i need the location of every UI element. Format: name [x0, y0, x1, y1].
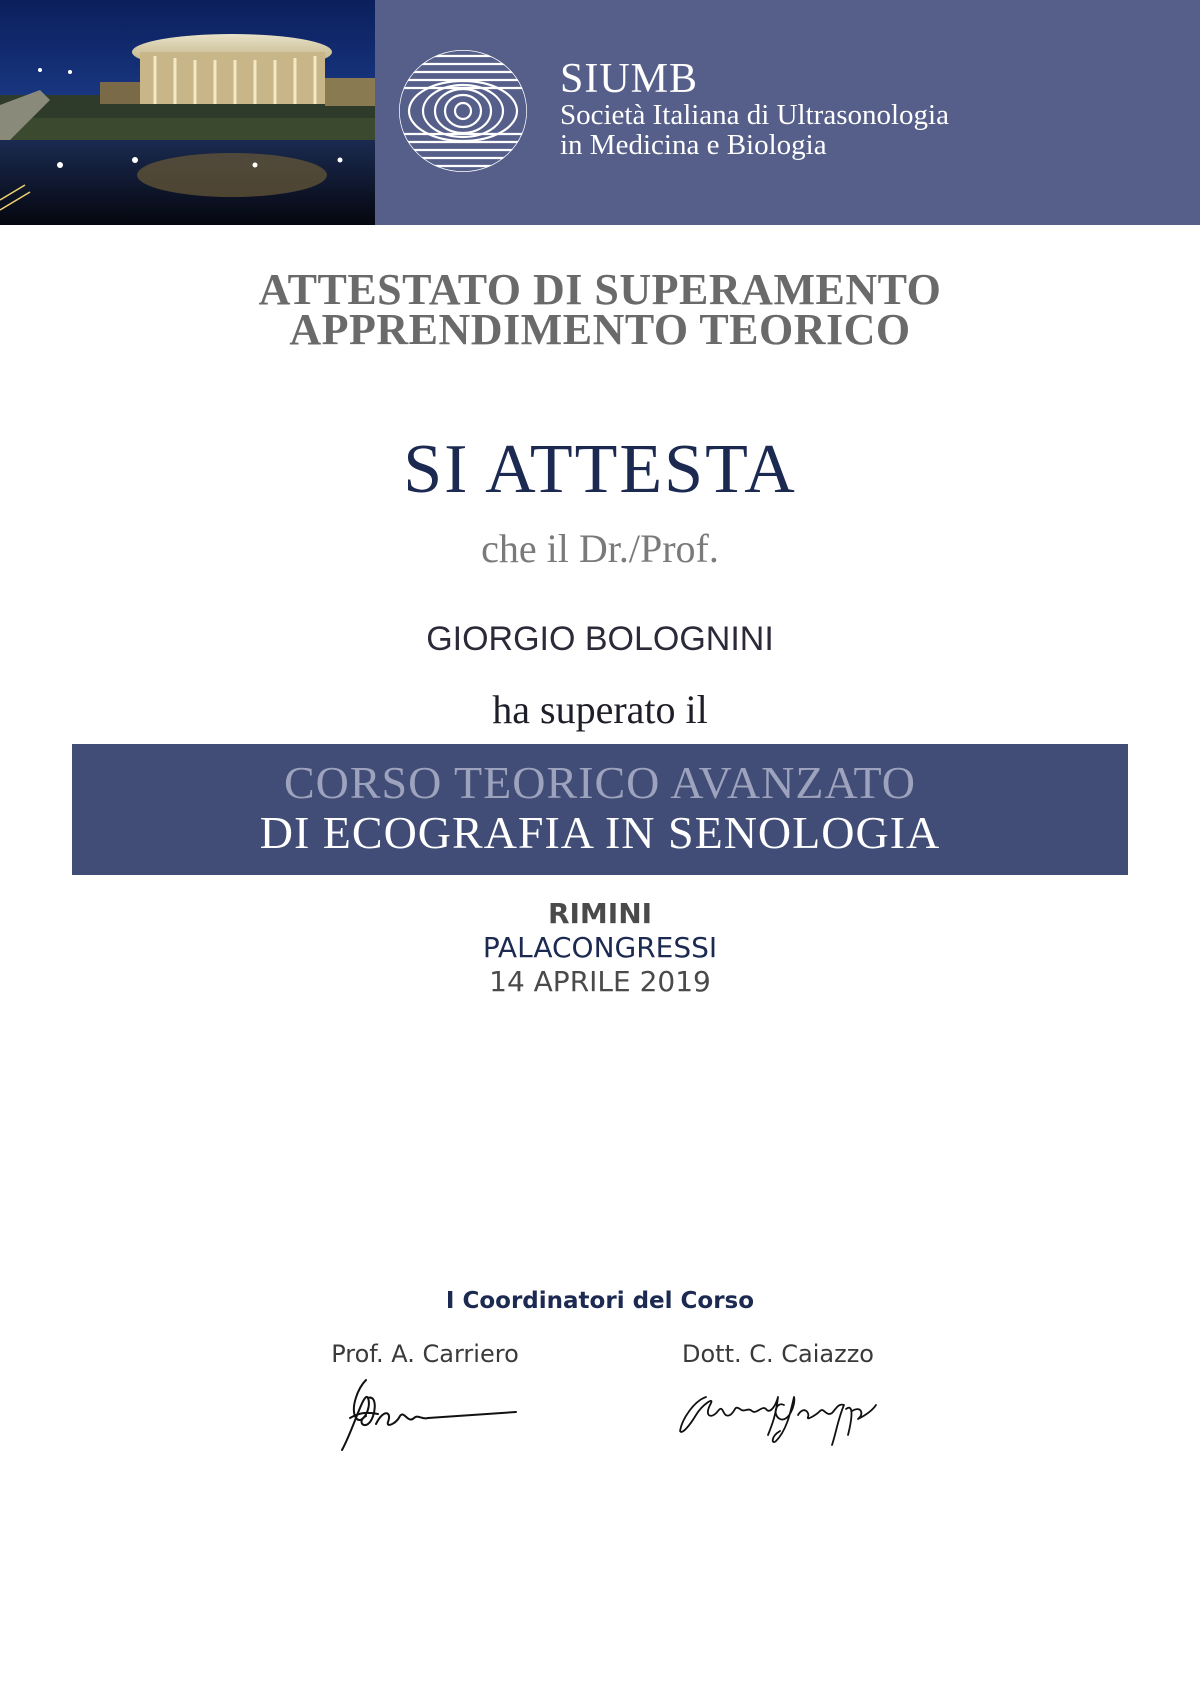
coordinators-title: I Coordinatori del Corso [445, 1288, 755, 1314]
brand-name: SIUMB [560, 56, 699, 102]
signatory-right-name: Dott. C. Caiazzo [682, 1340, 874, 1368]
attesta-heading: SI ATTESTA [403, 431, 797, 508]
header-banner [0, 0, 1200, 225]
passed-text: ha superato il [492, 687, 708, 732]
intro-text: che il Dr./Prof. [481, 526, 719, 571]
document-title [0, 265, 1200, 354]
course-title-line1: CORSO TEORICO AVANZATO [283, 757, 917, 808]
signature-left [338, 1368, 518, 1462]
event-date: 14 APRILE 2019 [489, 965, 711, 998]
signatory-left-name: Prof. A. Carriero [331, 1340, 519, 1368]
siumb-logo [397, 48, 529, 174]
course-band [72, 744, 1128, 875]
brand-subtitle-line1: Società Italiana di Ultrasonologia [560, 99, 949, 131]
course-title-line2: DI ECOGRAFIA IN SENOLOGIA [259, 807, 941, 858]
document-title-line1: ATTESTATO DI SUPERAMENTO [258, 265, 942, 314]
venue-photo [0, 0, 375, 225]
event-city: RIMINI [547, 897, 653, 930]
brand-subtitle-line2: in Medicina e Biologia [560, 129, 827, 161]
signature-right [676, 1375, 896, 1459]
document-title-line2: APPRENDIMENTO TEORICO [289, 305, 911, 354]
event-venue: PALACONGRESSI [482, 931, 718, 964]
brand-subtitle [560, 100, 1180, 160]
recipient-name: GIORGIO BOLOGNINI [426, 620, 774, 658]
